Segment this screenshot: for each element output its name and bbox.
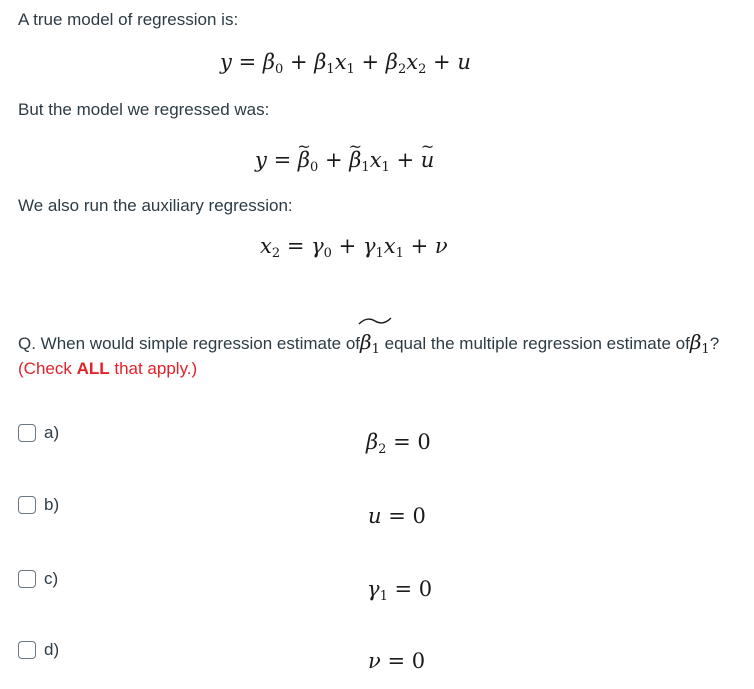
regressed-label: But the model we regressed was:: [18, 100, 270, 119]
option-d-checkbox[interactable]: [18, 641, 36, 659]
option-b[interactable]: [18, 495, 59, 515]
question-text: Q. When would simple regression estimate of $\beta_1$ equal the multiple regression estimate ofβ$_1$? (Check ALL that apply.): [18, 330, 738, 381]
true-model-equation: $y = \beta_0 + \beta_1x_1 + \beta_2x_2 + u$: [220, 50, 471, 77]
option-c-label: c): [44, 569, 59, 588]
aux-label: We also run the auxiliary regression:: [18, 196, 293, 215]
beta-tilde-symbol: $\beta_1$: [360, 330, 380, 354]
option-c-checkbox[interactable]: [18, 570, 36, 588]
option-c-equation: $\gamma_1 = 0$: [367, 577, 433, 604]
option-d[interactable]: [18, 640, 59, 660]
intro-text: A true model of regression is:: [18, 10, 239, 29]
check-all-note: (Check ALL that apply.): [18, 359, 198, 378]
option-a-equation: $\beta_2 = 0$: [366, 430, 431, 457]
option-a-checkbox[interactable]: [18, 424, 36, 442]
beta-symbol: $\beta_1$: [689, 330, 710, 357]
option-c[interactable]: [18, 569, 58, 589]
option-d-label: d): [44, 640, 60, 659]
aux-model-equation: $x_2 = \gamma_0 + \gamma_1x_1 + \nu$: [260, 234, 448, 261]
option-a[interactable]: [18, 423, 59, 443]
regressed-model-equation: y = ~ $\beta_0$ + ~ $\beta_1x_1$ + ~ u: [255, 146, 434, 174]
option-d-equation: ν = 0: [368, 649, 426, 673]
option-a-label: a): [44, 423, 60, 442]
option-b-checkbox[interactable]: [18, 496, 36, 514]
option-b-label: b): [44, 495, 60, 514]
option-b-equation: u = 0: [368, 504, 426, 528]
